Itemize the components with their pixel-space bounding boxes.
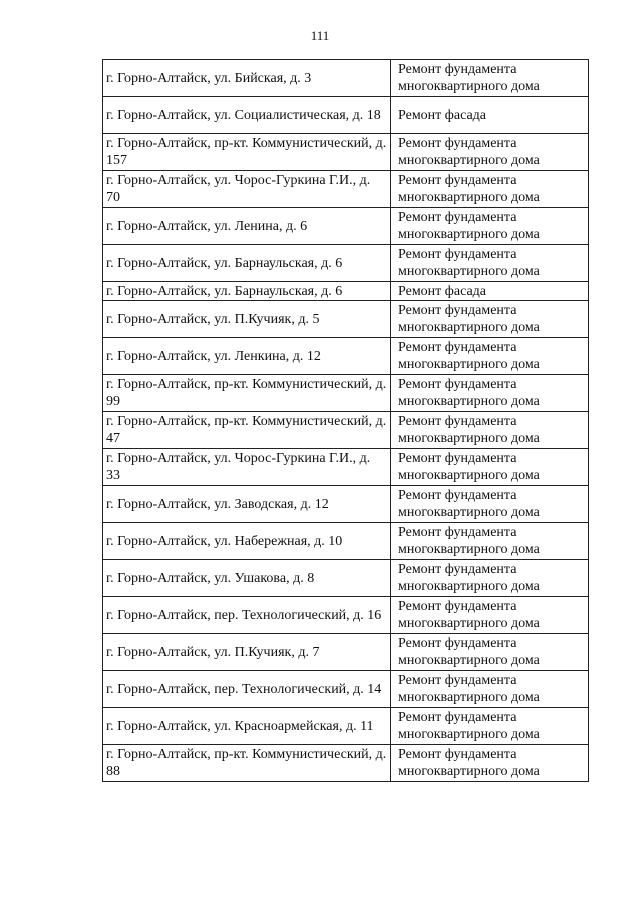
address-cell: г. Горно-Алтайск, ул. Барнаульская, д. 6 [103,282,391,301]
address-cell: г. Горно-Алтайск, ул. Набережная, д. 10 [103,523,391,560]
work-type-cell: Ремонт фундамента многоквартирного дома [391,245,589,282]
table-row [103,560,589,597]
table-row [103,301,589,338]
address-cell: г. Горно-Алтайск, пр-кт. Коммунистический, д. 99 [103,375,391,412]
work-type-cell: Ремонт фундамента многоквартирного дома [391,412,589,449]
address-cell: г. Горно-Алтайск, ул. Бийская, д. 3 [103,60,391,97]
table-row [103,745,589,782]
page-number: 111 [310,28,330,43]
work-type-cell: Ремонт фундамента многоквартирного дома [391,523,589,560]
work-type-cell: Ремонт фундамента многоквартирного дома [391,671,589,708]
work-type-cell: Ремонт фундамента многоквартирного дома [391,449,589,486]
table-row [103,671,589,708]
work-type-cell: Ремонт фундамента многоквартирного дома [391,597,589,634]
table-row [103,597,589,634]
address-cell: г. Горно-Алтайск, пр-кт. Коммунистический, д. 157 [103,134,391,171]
table-row [103,245,589,282]
table-row [103,634,589,671]
table-row [103,412,589,449]
table-row [103,60,589,97]
address-cell: г. Горно-Алтайск, ул. Социалистическая, д. 18 [103,97,391,134]
work-type-cell: Ремонт фундамента многоквартирного дома [391,338,589,375]
table-row [103,375,589,412]
address-cell: г. Горно-Алтайск, ул. Барнаульская, д. 6 [103,245,391,282]
address-cell: г. Горно-Алтайск, ул. Красноармейская, д. 11 [103,708,391,745]
table-row [103,97,589,134]
repair-table [102,59,589,782]
address-cell: г. Горно-Алтайск, ул. Заводская, д. 12 [103,486,391,523]
table-row [103,449,589,486]
work-type-cell: Ремонт фундамента многоквартирного дома [391,171,589,208]
address-cell: г. Горно-Алтайск, пер. Технологический, д. 16 [103,597,391,634]
table-row [103,134,589,171]
table-row [103,486,589,523]
address-cell: г. Горно-Алтайск, ул. Ленкина, д. 12 [103,338,391,375]
work-type-cell: Ремонт фундамента многоквартирного дома [391,134,589,171]
work-type-cell: Ремонт фундамента многоквартирного дома [391,745,589,782]
table-row [103,708,589,745]
table-row [103,208,589,245]
work-type-cell: Ремонт фундамента многоквартирного дома [391,486,589,523]
table-row [103,338,589,375]
work-type-cell: Ремонт фундамента многоквартирного дома [391,208,589,245]
address-cell: г. Горно-Алтайск, ул. Ушакова, д. 8 [103,560,391,597]
work-type-cell: Ремонт фасада [391,282,589,301]
work-type-cell: Ремонт фундамента многоквартирного дома [391,560,589,597]
table-row [103,171,589,208]
address-cell: г. Горно-Алтайск, ул. Чорос-Гуркина Г.И., д. 70 [103,171,391,208]
work-type-cell: Ремонт фундамента многоквартирного дома [391,301,589,338]
work-type-cell: Ремонт фундамента многоквартирного дома [391,60,589,97]
address-cell: г. Горно-Алтайск, пр-кт. Коммунистический, д. 88 [103,745,391,782]
table-row [103,282,589,301]
work-type-cell: Ремонт фундамента многоквартирного дома [391,708,589,745]
work-type-cell: Ремонт фундамента многоквартирного дома [391,375,589,412]
work-type-cell: Ремонт фасада [391,97,589,134]
address-cell: г. Горно-Алтайск, ул. Ленина, д. 6 [103,208,391,245]
address-cell: г. Горно-Алтайск, ул. П.Кучияк, д. 7 [103,634,391,671]
address-cell: г. Горно-Алтайск, пр-кт. Коммунистический, д. 47 [103,412,391,449]
table-row [103,523,589,560]
address-cell: г. Горно-Алтайск, пер. Технологический, д. 14 [103,671,391,708]
address-cell: г. Горно-Алтайск, ул. Чорос-Гуркина Г.И., д. 33 [103,449,391,486]
work-type-cell: Ремонт фундамента многоквартирного дома [391,634,589,671]
address-cell: г. Горно-Алтайск, ул. П.Кучияк, д. 5 [103,301,391,338]
